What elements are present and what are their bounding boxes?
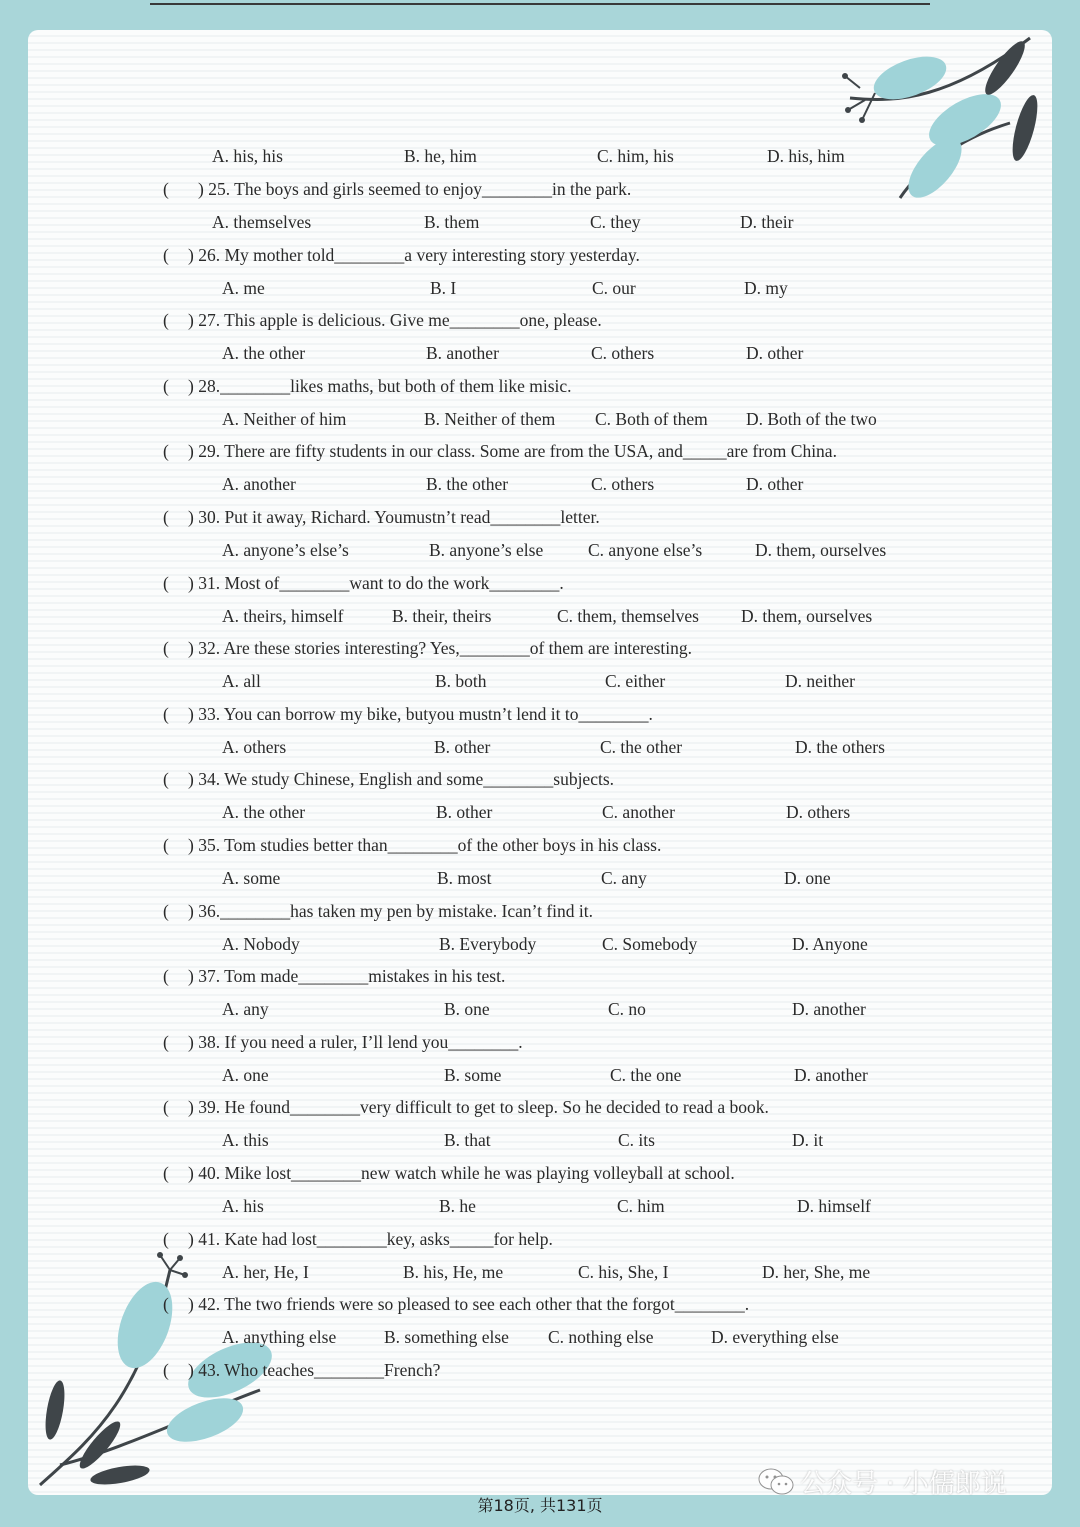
answer-paren: (	[163, 245, 169, 265]
option: B. I	[430, 278, 457, 298]
option: A. Neither of him	[222, 409, 347, 429]
option: A. this	[222, 1130, 269, 1150]
option: A. some	[222, 868, 281, 888]
option: A. the other	[222, 802, 306, 822]
question-stem: ) 25. The boys and girls seemed to enjoy________in the park.	[198, 179, 632, 199]
option: D. the others	[795, 737, 885, 757]
option: C. Both of them	[595, 409, 708, 429]
answer-paren: (	[163, 638, 169, 658]
question-stem: ) 33. You can borrow my bike, butyou mustn’t lend it to________.	[188, 704, 653, 724]
option: D. neither	[785, 671, 855, 691]
option: B. most	[437, 868, 492, 888]
answer-paren: (	[163, 1229, 169, 1249]
answer-paren: (	[163, 507, 169, 527]
option: B. one	[444, 999, 490, 1019]
watermark-text: 公众号 · 小儒郎说	[800, 1469, 1007, 1499]
answer-paren: (	[163, 1032, 169, 1052]
option: B. them	[424, 212, 480, 232]
option: C. Somebody	[602, 934, 698, 954]
question-stem: ) 39. He found________very difficult to get to sleep. So he decided to read a book.	[188, 1097, 769, 1117]
option: B. both	[435, 671, 487, 691]
option: D. Both of the two	[746, 409, 877, 429]
question-stem: ) 28.________likes maths, but both of them like misic.	[188, 376, 572, 396]
answer-paren: (	[163, 1360, 169, 1380]
option: A. her, He, I	[222, 1262, 309, 1282]
option: C. another	[602, 802, 675, 822]
option: A. all	[222, 671, 261, 691]
page-footer: 第18页, 共131页	[477, 1496, 603, 1515]
option: C. him, his	[597, 146, 674, 166]
option: A. one	[222, 1065, 269, 1085]
question-stem: ) 27. This apple is delicious. Give me________one, please.	[188, 310, 602, 330]
answer-paren: (	[163, 1294, 169, 1314]
option: B. the other	[426, 474, 509, 494]
question-stem: ) 34. We study Chinese, English and some________subjects.	[188, 769, 615, 789]
option: D. another	[794, 1065, 868, 1085]
option: D. other	[746, 343, 804, 363]
question-stem: ) 32. Are these stories interesting? Yes,________of them are interesting.	[188, 638, 692, 658]
option: A. the other	[222, 343, 306, 363]
option: D. my	[744, 278, 788, 298]
option: B. Neither of them	[424, 409, 556, 429]
option: B. that	[444, 1130, 491, 1150]
option: A. me	[222, 278, 265, 298]
question-stem: ) 30. Put it away, Richard. Youmustn’t read________letter.	[188, 507, 600, 527]
option: B. anyone’s else	[429, 540, 544, 560]
option: A. his, his	[212, 146, 283, 166]
option: B. his, He, me	[403, 1262, 504, 1282]
question-stem: ) 37. Tom made________mistakes in his test.	[188, 966, 506, 986]
answer-paren: (	[163, 179, 169, 199]
option: A. anything else	[222, 1327, 337, 1347]
option: B. their, theirs	[392, 606, 492, 626]
option: B. some	[444, 1065, 502, 1085]
question-stem: ) 41. Kate had lost________key, asks_____for help.	[188, 1229, 553, 1249]
option: D. her, She, me	[762, 1262, 871, 1282]
option: A. another	[222, 474, 296, 494]
option: B. he	[439, 1196, 476, 1216]
question-stem: ) 40. Mike lost________new watch while he was playing volleyball at school.	[188, 1163, 735, 1183]
answer-paren: (	[163, 310, 169, 330]
option: A. his	[222, 1196, 264, 1216]
option: C. its	[618, 1130, 655, 1150]
question-stem: ) 35. Tom studies better than________of the other boys in his class.	[188, 835, 662, 855]
option: A. others	[222, 737, 287, 757]
option: D. everything else	[711, 1327, 839, 1347]
option: B. Everybody	[439, 934, 537, 954]
option: C. they	[590, 212, 641, 232]
answer-paren: (	[163, 573, 169, 593]
option: B. another	[426, 343, 499, 363]
option: D. another	[792, 999, 866, 1019]
option: C. nothing else	[548, 1327, 654, 1347]
option: D. Anyone	[792, 934, 868, 954]
option: C. either	[605, 671, 666, 691]
question-stem: ) 43. Who teaches________French?	[188, 1360, 441, 1380]
answer-paren: (	[163, 901, 169, 921]
answer-paren: (	[163, 769, 169, 789]
answer-paren: (	[163, 376, 169, 396]
option: D. their	[740, 212, 794, 232]
answer-paren: (	[163, 835, 169, 855]
question-stem: ) 36.________has taken my pen by mistake. Ican’t find it.	[188, 901, 594, 921]
option: D. others	[786, 802, 851, 822]
option: C. our	[592, 278, 636, 298]
option: A. themselves	[212, 212, 312, 232]
option: C. any	[601, 868, 647, 888]
option: C. others	[591, 343, 655, 363]
option: C. his, She, I	[578, 1262, 669, 1282]
option: C. the other	[600, 737, 683, 757]
option: D. them, ourselves	[755, 540, 887, 560]
option: D. his, him	[767, 146, 845, 166]
option: D. one	[784, 868, 831, 888]
option: C. others	[591, 474, 655, 494]
option: B. other	[434, 737, 491, 757]
option: D. them, ourselves	[741, 606, 873, 626]
option: A. Nobody	[222, 934, 300, 954]
option: C. anyone else’s	[588, 540, 703, 560]
wechat-icon	[758, 1468, 794, 1496]
option: B. something else	[384, 1327, 509, 1347]
question-stem: ) 38. If you need a ruler, I’ll lend you________.	[188, 1032, 523, 1052]
question-stem: ) 42. The two friends were so pleased to see each other that the forgot________.	[188, 1294, 750, 1314]
answer-paren: (	[163, 966, 169, 986]
option: C. him	[617, 1196, 665, 1216]
option: D. other	[746, 474, 804, 494]
option: A. anyone’s else’s	[222, 540, 349, 560]
option: A. theirs, himself	[222, 606, 344, 626]
option: D. it	[792, 1130, 824, 1150]
question-stem: ) 31. Most of________want to do the work________.	[188, 573, 564, 593]
answer-paren: (	[163, 441, 169, 461]
option: C. no	[608, 999, 646, 1019]
question-stem: ) 26. My mother told________a very interesting story yesterday.	[188, 245, 640, 265]
option: C. the one	[610, 1065, 682, 1085]
option: B. he, him	[404, 146, 477, 166]
watermark	[758, 1463, 1007, 1500]
question-stem: ) 29. There are fifty students in our class. Some are from the USA, and_____are from China.	[188, 441, 837, 461]
answer-paren: (	[163, 1097, 169, 1117]
option: A. any	[222, 999, 269, 1019]
answer-paren: (	[163, 1163, 169, 1183]
answer-paren: (	[163, 704, 169, 724]
option: D. himself	[797, 1196, 871, 1216]
option: C. them, themselves	[557, 606, 699, 626]
option: B. other	[436, 802, 493, 822]
